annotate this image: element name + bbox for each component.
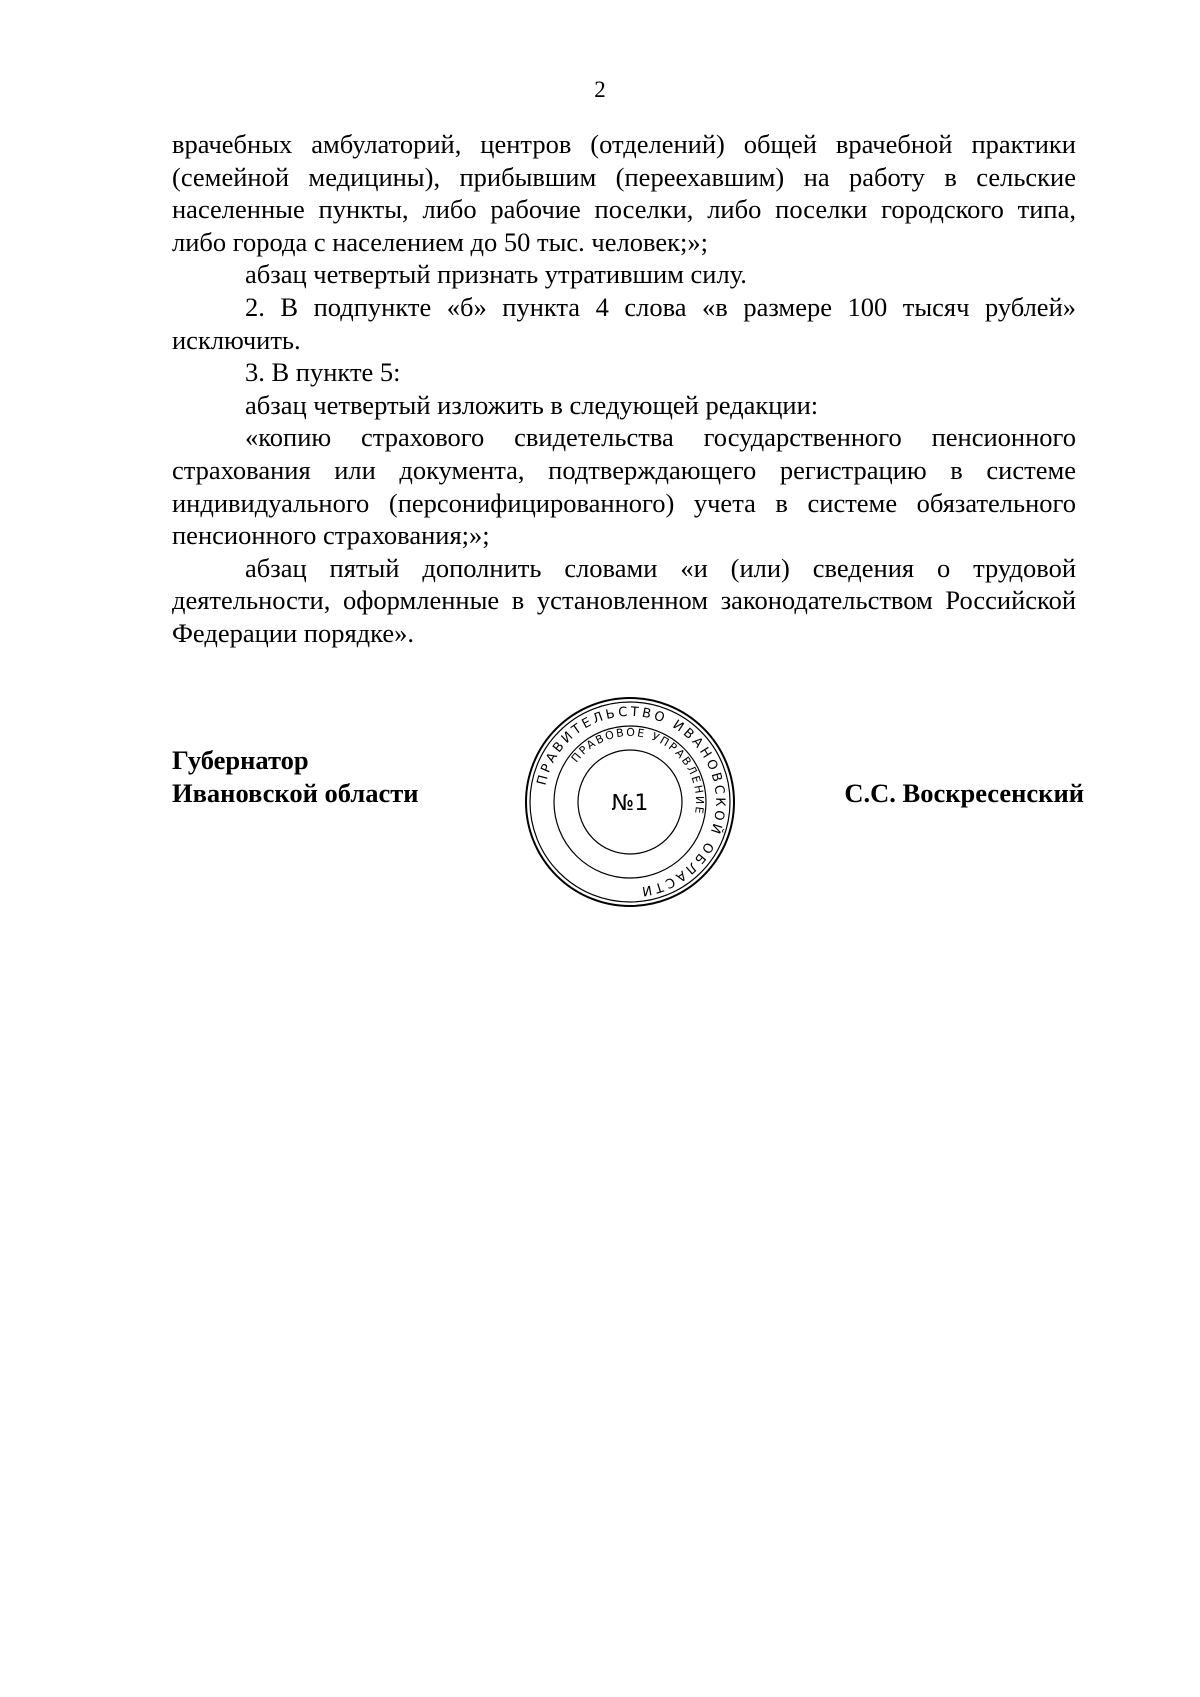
paragraph-continuation: врачебных амбулаторий, центров (отделений) общей врачебной практики (семейной медицины), прибывшим (переехавшим) на работу в сельские населенные пункты, либо рабочие поселки, либо поселки городского типа, либо города с населением до 50 тыс. человек;»;: [172, 129, 1076, 257]
paragraph-item: абзац четвертый признать утратившим силу.: [245, 259, 747, 290]
signatory-title-line2: Ивановской области: [172, 777, 419, 808]
page-number: 2: [594, 77, 606, 102]
paragraph-item: 3. В пункте 5:: [245, 357, 401, 388]
paragraph-item: 2. В подпункте «б» пункта 4 слова «в размере 100 тысяч рублей» исключить.: [172, 291, 1076, 355]
official-seal: [520, 692, 740, 912]
document-body: [172, 128, 1076, 650]
signatory-name: С.С. Воскресенский: [844, 778, 1084, 808]
seal-inner-text: ПРАВОВОЕ УПРАВЛЕНИЕ: [568, 725, 707, 817]
signatory-title: [172, 744, 419, 809]
seal-center-text: №1: [611, 791, 649, 816]
signatory-title-line1: Губернатор: [172, 745, 309, 775]
paragraph-item: абзац четвертый изложить в следующей редакции:: [245, 389, 819, 420]
paragraph-item: абзац пятый дополнить словами «и (или) сведения о трудовой деятельности, оформленные в установленном законодательством Российской Федерации порядке».: [172, 552, 1076, 648]
seal-outer-text: ПРАВИТЕЛЬСТВО ИВАНОВСКОЙ ОБЛАСТИ: [534, 704, 728, 899]
paragraph-quote: «копию страхового свидетельства государственного пенсионного страхования или документа, подтверждающего регистрацию в системе индивидуального (персонифицированного) учета в системе обязательного пенсионного страхования;»;: [172, 422, 1076, 551]
